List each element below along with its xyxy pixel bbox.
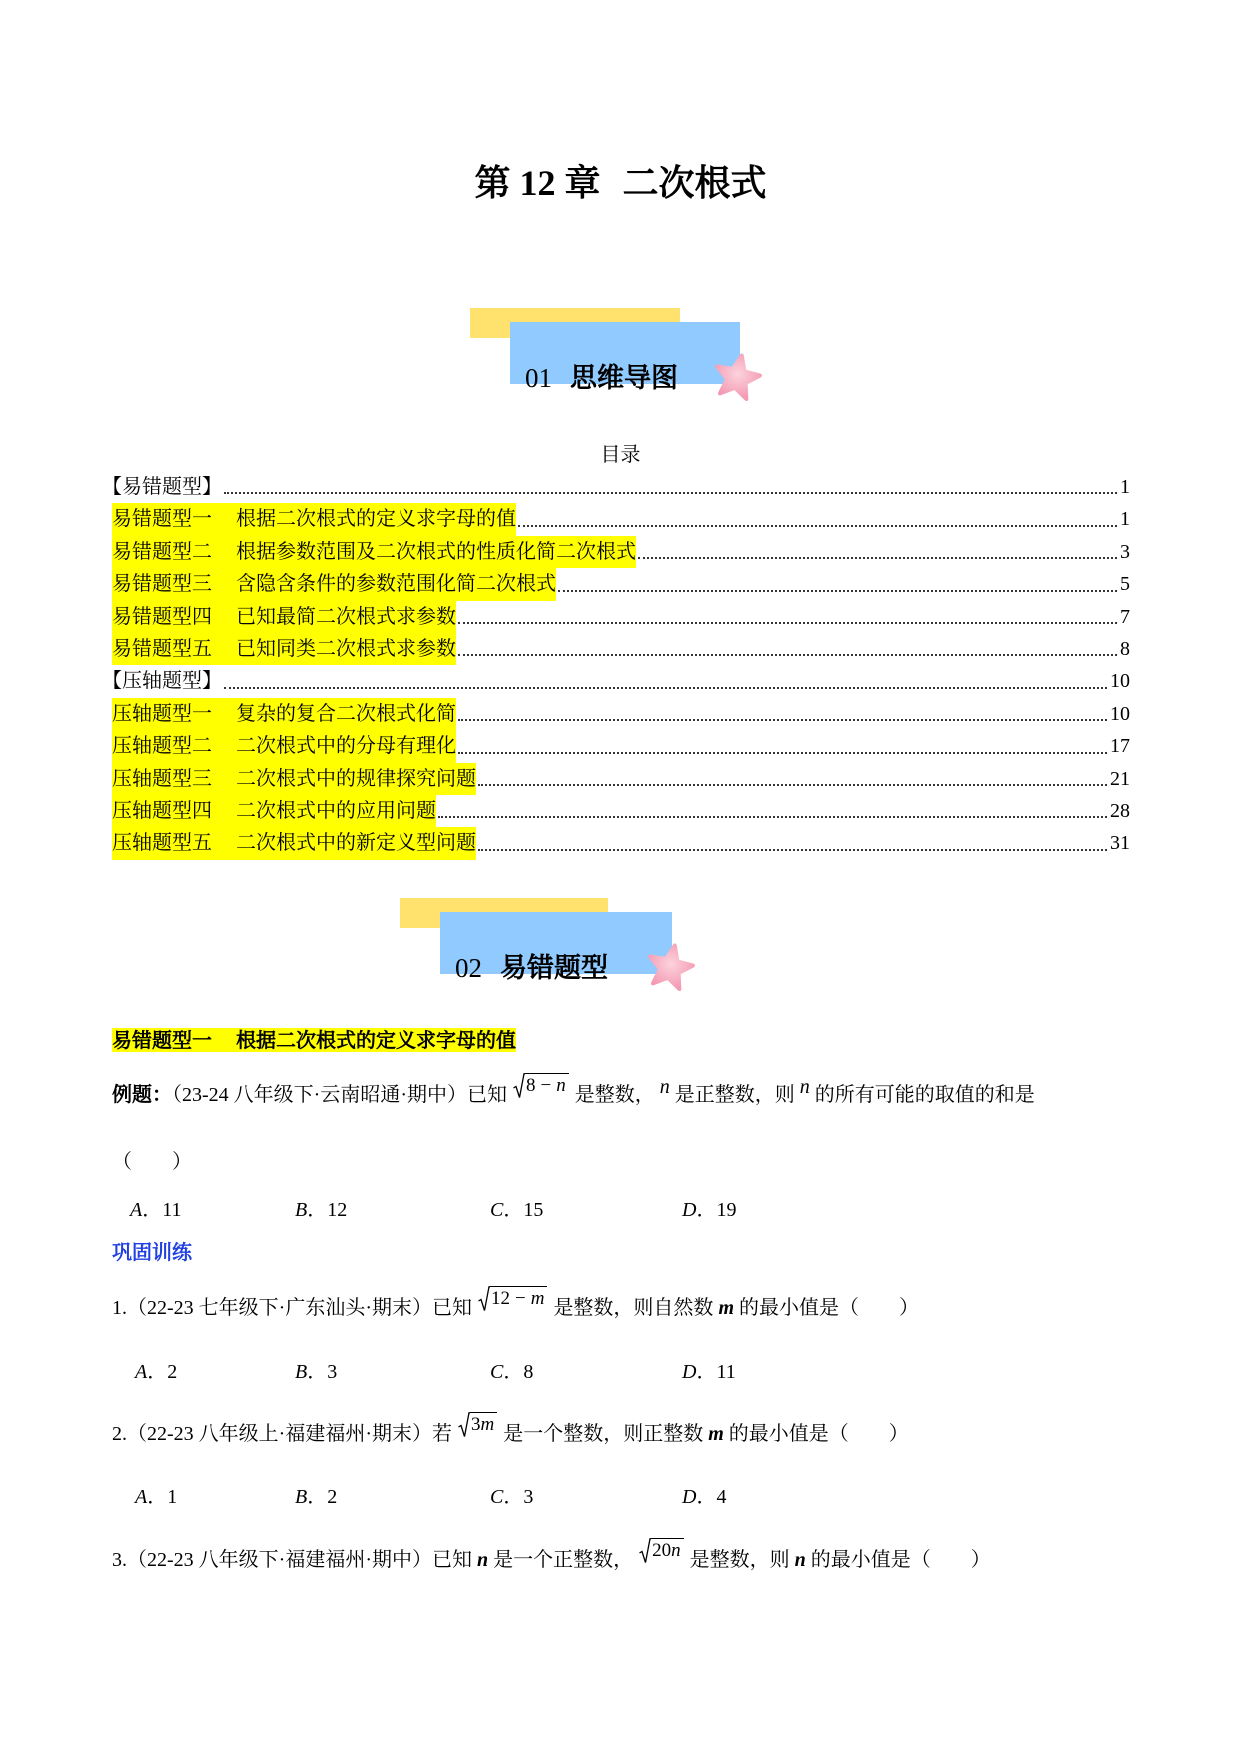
variable: n bbox=[794, 1549, 806, 1571]
option-value: 2 bbox=[167, 1361, 178, 1383]
toc-entry-title: 二次根式中的规律探究问题 bbox=[236, 767, 476, 790]
option-separator: ． bbox=[696, 1361, 717, 1383]
banner-number: 02 bbox=[455, 953, 482, 983]
banner-mindmap-heading bbox=[525, 362, 678, 395]
radicand bbox=[651, 1538, 684, 1564]
option-letter: D bbox=[682, 1486, 697, 1508]
option-c bbox=[490, 1483, 533, 1511]
toc-leader-dots bbox=[478, 849, 1107, 851]
option-value: 2 bbox=[327, 1486, 338, 1508]
radicand-number: 20 bbox=[652, 1540, 672, 1561]
option-a bbox=[135, 1358, 177, 1386]
option-d bbox=[682, 1196, 736, 1224]
example-prefix: 例题： bbox=[112, 1084, 172, 1106]
question-text: 是整数，则自然数 bbox=[553, 1297, 714, 1319]
option-value: 8 bbox=[523, 1361, 534, 1383]
toc-leader-dots bbox=[558, 590, 1117, 592]
radical-sign-icon bbox=[639, 1538, 651, 1564]
option-c bbox=[490, 1358, 533, 1386]
option-separator: ． bbox=[142, 1199, 163, 1221]
toc-entry-title: 二次根式中的应用问题 bbox=[236, 799, 436, 822]
toc-entry-highlight bbox=[112, 601, 456, 633]
toc-entry-hard-1[interactable] bbox=[112, 698, 1130, 730]
toc-leader-dots bbox=[458, 719, 1107, 721]
toc-page-number: 31 bbox=[1110, 832, 1130, 855]
radicand-operator: − bbox=[514, 1288, 526, 1309]
option-letter: D bbox=[682, 1199, 697, 1221]
toc-entry-easy-mistakes[interactable] bbox=[102, 471, 1130, 503]
toc-leader-dots bbox=[224, 492, 1117, 494]
toc-page-number: 1 bbox=[1120, 475, 1130, 498]
option-b bbox=[295, 1358, 337, 1386]
radicand-variable: m bbox=[530, 1288, 545, 1309]
radicand-operator: − bbox=[540, 1075, 552, 1096]
question-source: 3.（22-23 八年级下·福建福州·期中）已知 bbox=[112, 1549, 472, 1571]
toc-page-number: 7 bbox=[1120, 605, 1130, 628]
toc-leader-dots bbox=[638, 557, 1117, 559]
toc-entry-title: 二次根式中的新定义型问题 bbox=[236, 832, 476, 855]
toc-page-number: 1 bbox=[1120, 508, 1130, 531]
option-letter: A bbox=[130, 1199, 143, 1221]
option-letter: A bbox=[135, 1486, 148, 1508]
toc-entry-highlight bbox=[112, 730, 456, 762]
option-value: 15 bbox=[523, 1199, 544, 1221]
toc-leader-dots bbox=[458, 654, 1117, 656]
variable: m bbox=[708, 1423, 724, 1445]
option-value: 3 bbox=[523, 1486, 534, 1508]
toc-entry-easy-5[interactable] bbox=[112, 633, 1130, 665]
toc-entry-highlight bbox=[112, 536, 636, 568]
toc-entry-label: 易错题型一 bbox=[112, 508, 212, 531]
question-text: 是整数， bbox=[574, 1084, 655, 1106]
radicand-number: 3 bbox=[470, 1414, 481, 1435]
section-heading-highlight bbox=[112, 1028, 516, 1052]
option-c bbox=[490, 1196, 543, 1224]
option-separator: ． bbox=[696, 1486, 717, 1508]
toc-leader-dots bbox=[458, 622, 1117, 624]
option-separator: ． bbox=[307, 1486, 328, 1508]
option-separator: ． bbox=[147, 1361, 168, 1383]
toc-entry-label: 压轴题型二 bbox=[112, 735, 212, 758]
banner-label: 易错题型 bbox=[500, 953, 608, 984]
toc-leader-dots bbox=[458, 752, 1107, 754]
option-value: 4 bbox=[716, 1486, 727, 1508]
toc-entry-title: 含隐含条件的参数范围化简二次根式 bbox=[236, 573, 556, 596]
question-text: 是一个整数，则正整数 bbox=[503, 1423, 704, 1445]
toc-entry-label: 易错题型三 bbox=[112, 573, 212, 596]
toc-page-number: 3 bbox=[1120, 540, 1130, 563]
toc-entry-hard-2[interactable] bbox=[112, 730, 1130, 762]
option-separator: ． bbox=[696, 1199, 717, 1221]
table-of-contents bbox=[102, 471, 1130, 860]
banner-number: 01 bbox=[525, 363, 552, 393]
radicand-number: 8 bbox=[525, 1075, 536, 1096]
toc-entry-label: 易错题型二 bbox=[112, 540, 212, 563]
radicand-variable: n bbox=[556, 1075, 566, 1096]
option-value: 12 bbox=[327, 1199, 348, 1221]
question-source: （23-24 八年级下·云南昭通·期中）已知 bbox=[172, 1084, 507, 1106]
question-text: 的最小值是（ ） bbox=[810, 1549, 991, 1571]
toc-entry-hard-5[interactable] bbox=[112, 827, 1130, 859]
option-separator: ． bbox=[503, 1199, 524, 1221]
question-text: 的最小值是（ ） bbox=[739, 1297, 919, 1319]
toc-entry-easy-4[interactable] bbox=[112, 601, 1130, 633]
option-value: 1 bbox=[167, 1486, 178, 1508]
toc-page-number: 10 bbox=[1110, 702, 1130, 725]
radicand bbox=[525, 1073, 569, 1099]
variable: n bbox=[799, 1076, 810, 1098]
question-3 bbox=[112, 1540, 991, 1574]
variable: n bbox=[659, 1076, 670, 1098]
option-a bbox=[130, 1196, 181, 1224]
radical-sign-icon bbox=[513, 1073, 525, 1099]
toc-entry-highlight bbox=[112, 763, 476, 795]
variable: m bbox=[718, 1297, 734, 1319]
toc-entry-highlight bbox=[112, 633, 456, 665]
pink-star-icon bbox=[645, 943, 695, 993]
option-letter: C bbox=[490, 1199, 504, 1221]
option-separator: ． bbox=[307, 1361, 328, 1383]
toc-entry-highlight bbox=[112, 795, 436, 827]
toc-leader-dots bbox=[478, 784, 1107, 786]
toc-entry-title: 二次根式中的分母有理化 bbox=[236, 735, 456, 758]
radicand bbox=[470, 1412, 497, 1438]
radical-expression bbox=[513, 1071, 569, 1099]
banner-label: 思维导图 bbox=[570, 363, 678, 394]
radicand-variable: n bbox=[671, 1540, 681, 1561]
radicand-number: 12 bbox=[490, 1288, 510, 1309]
banner-errors-heading bbox=[455, 952, 608, 985]
option-letter: B bbox=[295, 1199, 308, 1221]
answer-blank: （ ） bbox=[112, 1151, 192, 1173]
toc-leader-dots bbox=[438, 816, 1107, 818]
option-b bbox=[295, 1196, 347, 1224]
radical-expression bbox=[478, 1284, 547, 1312]
toc-entry-title: 已知最简二次根式求参数 bbox=[236, 605, 456, 628]
toc-page-number: 5 bbox=[1120, 573, 1130, 596]
option-value: 11 bbox=[162, 1199, 182, 1221]
section-label: 易错题型一 bbox=[112, 1028, 212, 1052]
toc-page-number: 10 bbox=[1110, 670, 1130, 693]
question-text: 是正整数，则 bbox=[674, 1084, 795, 1106]
question-text: 的最小值是（ ） bbox=[728, 1423, 909, 1445]
toc-entry-highlight bbox=[112, 698, 456, 730]
toc-entry-title: 根据二次根式的定义求字母的值 bbox=[236, 508, 516, 531]
toc-entry-label: 压轴题型五 bbox=[112, 832, 212, 855]
option-letter: C bbox=[490, 1486, 504, 1508]
toc-entry-hard-problems[interactable] bbox=[102, 665, 1130, 697]
toc-entry-label: 【易错题型】 bbox=[102, 475, 222, 498]
option-value: 11 bbox=[716, 1361, 736, 1383]
practice-heading: 巩固训练 bbox=[112, 1240, 192, 1264]
toc-entry-hard-3[interactable] bbox=[112, 763, 1130, 795]
option-letter: C bbox=[490, 1361, 504, 1383]
question-source: 2.（22-23 八年级上·福建福州·期末）若 bbox=[112, 1423, 452, 1445]
option-d bbox=[682, 1358, 736, 1386]
toc-entry-easy-2[interactable] bbox=[112, 536, 1130, 568]
question-text: 是一个正整数， bbox=[493, 1549, 634, 1571]
radical-expression bbox=[639, 1536, 684, 1564]
toc-entry-label: 【压轴题型】 bbox=[102, 670, 222, 693]
toc-entry-label: 压轴题型四 bbox=[112, 799, 212, 822]
toc-entry-title: 已知同类二次根式求参数 bbox=[236, 637, 456, 660]
toc-entry-easy-3[interactable] bbox=[112, 568, 1130, 600]
toc-entry-label: 压轴题型一 bbox=[112, 702, 212, 725]
pink-star-icon bbox=[712, 353, 762, 403]
toc-entry-label: 易错题型五 bbox=[112, 637, 212, 660]
toc-page-number: 21 bbox=[1110, 767, 1130, 790]
section-title: 根据二次根式的定义求字母的值 bbox=[236, 1028, 516, 1052]
question-1 bbox=[112, 1288, 919, 1322]
toc-entry-label: 易错题型四 bbox=[112, 605, 212, 628]
option-letter: A bbox=[135, 1361, 148, 1383]
toc-entry-highlight bbox=[112, 503, 516, 535]
option-value: 19 bbox=[716, 1199, 737, 1221]
variable: n bbox=[476, 1549, 489, 1571]
chapter-name: 二次根式 bbox=[622, 163, 767, 203]
question-source: 1.（22-23 七年级下·广东汕头·期末）已知 bbox=[112, 1297, 472, 1319]
option-separator: ． bbox=[503, 1486, 524, 1508]
radical-sign-icon bbox=[478, 1286, 490, 1312]
option-letter: D bbox=[682, 1361, 697, 1383]
page-title bbox=[0, 158, 1241, 208]
toc-page-number: 8 bbox=[1120, 637, 1130, 660]
radical-expression bbox=[458, 1410, 497, 1438]
toc-entry-title: 根据参数范围及二次根式的性质化简二次根式 bbox=[236, 540, 636, 563]
option-a bbox=[135, 1483, 177, 1511]
toc-page-number: 28 bbox=[1110, 799, 1130, 822]
option-d bbox=[682, 1483, 726, 1511]
chapter-number: 第 12 章 bbox=[474, 163, 601, 203]
radical-sign-icon bbox=[458, 1412, 470, 1438]
toc-page-number: 17 bbox=[1110, 735, 1130, 758]
radicand-variable: m bbox=[480, 1414, 495, 1435]
toc-leader-dots bbox=[224, 687, 1107, 689]
question-2 bbox=[112, 1414, 909, 1448]
toc-entry-highlight bbox=[112, 568, 556, 600]
toc-heading: 目录 bbox=[600, 444, 641, 466]
toc-leader-dots bbox=[518, 525, 1117, 527]
option-separator: ． bbox=[147, 1486, 168, 1508]
example-question bbox=[112, 1075, 1035, 1109]
toc-entry-highlight bbox=[112, 827, 476, 859]
option-b bbox=[295, 1483, 337, 1511]
toc-entry-hard-4[interactable] bbox=[112, 795, 1130, 827]
question-text: 是整数，则 bbox=[689, 1549, 790, 1571]
option-separator: ． bbox=[307, 1199, 328, 1221]
option-letter: B bbox=[295, 1486, 308, 1508]
option-letter: B bbox=[295, 1361, 308, 1383]
option-separator: ． bbox=[503, 1361, 524, 1383]
section-heading bbox=[112, 1026, 516, 1054]
question-text: 的所有可能的取值的和是 bbox=[814, 1084, 1035, 1106]
toc-entry-title: 复杂的复合二次根式化简 bbox=[236, 702, 456, 725]
radicand bbox=[490, 1286, 547, 1312]
option-value: 3 bbox=[327, 1361, 338, 1383]
toc-entry-label: 压轴题型三 bbox=[112, 767, 212, 790]
toc-entry-easy-1[interactable] bbox=[112, 503, 1130, 535]
